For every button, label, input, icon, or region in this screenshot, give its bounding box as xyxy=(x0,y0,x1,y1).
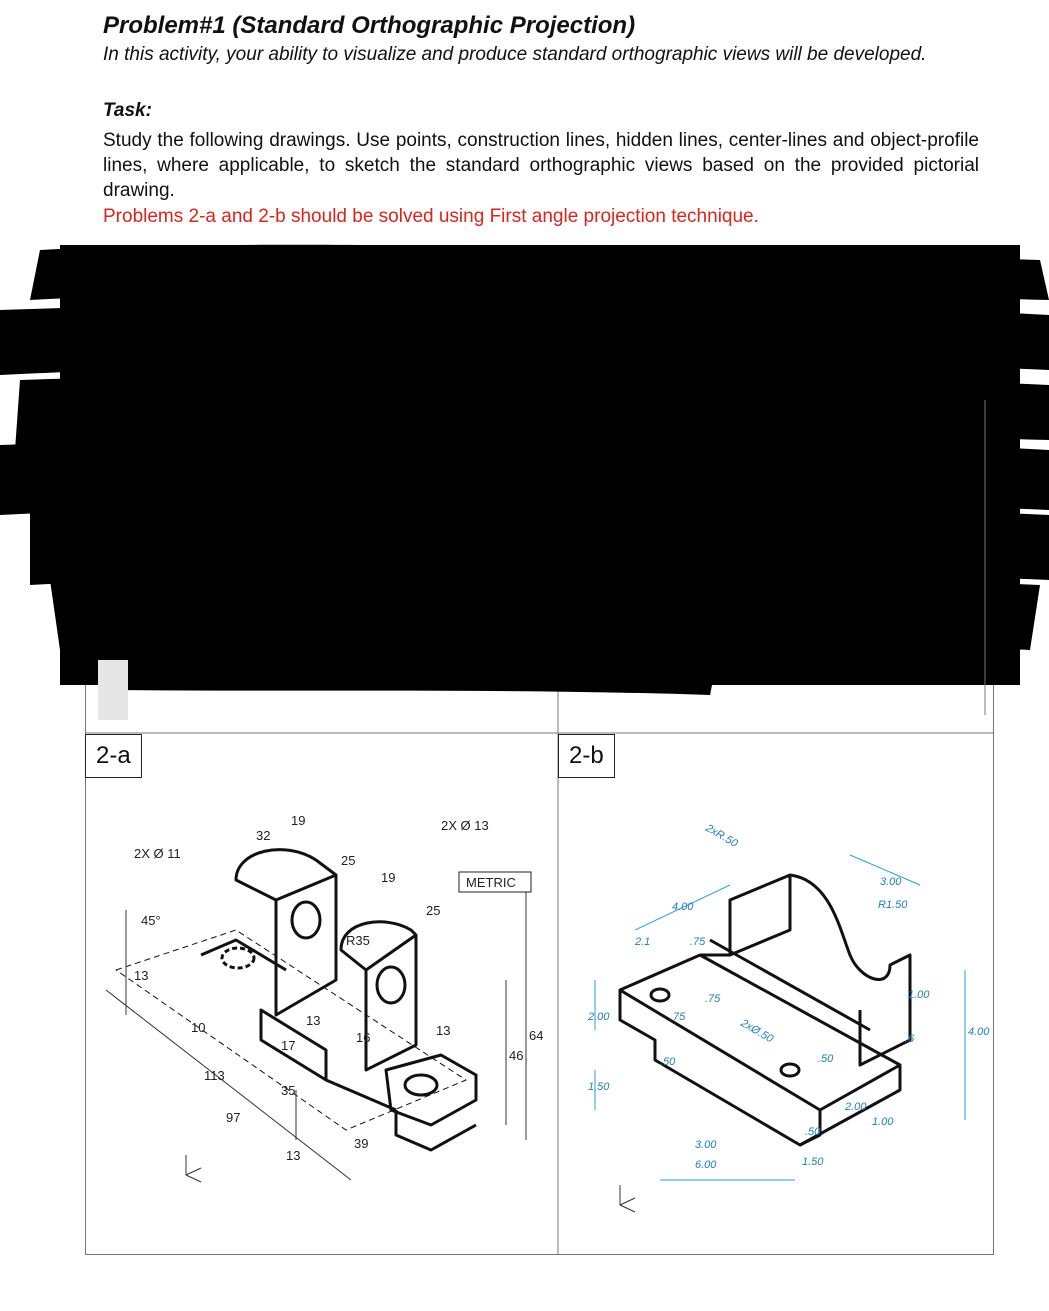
dim-2b-300a: 3.00 xyxy=(880,876,902,888)
dim-2a-13c: 13 xyxy=(436,1023,451,1038)
dim-2a-19b: 19 xyxy=(381,870,396,885)
dim-2a-35: 35 xyxy=(281,1083,296,1098)
dim-2a-25b: 25 xyxy=(426,903,441,918)
dim-2a-17: 17 xyxy=(281,1038,296,1053)
dim-2b-200a: 2.00 xyxy=(588,1011,610,1023)
metric-box xyxy=(459,872,531,892)
dim-2b-100b: 1.00 xyxy=(872,1116,894,1128)
dim-2b-r150: R1.50 xyxy=(878,899,908,911)
dim-2a-10: 10 xyxy=(191,1020,206,1035)
dim-2b-400a: 4.00 xyxy=(672,901,694,913)
drawing-2b xyxy=(560,780,992,1250)
dim-2b-50c: .50 xyxy=(805,1126,821,1138)
axis-icon-2a xyxy=(186,1155,201,1182)
dim-2a-r35: R35 xyxy=(346,933,370,948)
dim-2a-16: 16 xyxy=(356,1030,371,1045)
task-body: Study the following drawings. Use points, construction lines, hidden lines, center-lines and object-profile lines, where applicable, to sketch the standard orthographic views based on the provided pictorial drawing. xyxy=(103,130,979,201)
dim-2a-13a: 13 xyxy=(134,968,149,983)
dim-2b-150a: 1.50 xyxy=(588,1081,610,1093)
dim-2a-13d: 13 xyxy=(286,1148,301,1163)
dim-2b-200b: 2.00 xyxy=(845,1101,867,1113)
redaction-scribble xyxy=(0,240,1049,720)
dim-2b-100a: 1.00 xyxy=(908,989,930,1001)
dim-2a-hole-small: 2X Ø 11 xyxy=(134,846,181,861)
dim-2a-45deg: 45° xyxy=(141,913,161,928)
dim-2b-600: 6.00 xyxy=(695,1159,717,1171)
page-title: Problem#1 (Standard Orthographic Projection) xyxy=(103,12,636,39)
dim-2a-64: 64 xyxy=(529,1028,544,1043)
dim-2b-21: 2.1 xyxy=(635,936,651,948)
page-subtitle: In this activity, your ability to visualize and produce standard orthographic views will be developed. xyxy=(103,44,927,65)
dim-2a-19a: 19 xyxy=(291,813,306,828)
dim-2b-300b: 3.00 xyxy=(695,1139,717,1151)
panel-label-2b: 2-b xyxy=(558,734,615,778)
dim-2b-400b: 4.00 xyxy=(968,1026,990,1038)
svg-text:METRIC: METRIC xyxy=(466,875,516,890)
dim-2b-50b: .50 xyxy=(818,1053,834,1065)
dim-2b-r50: 2xR.50 xyxy=(703,822,740,851)
dim-2a-hole-large: 2X Ø 13 xyxy=(441,818,489,833)
task-heading: Task: xyxy=(103,100,152,121)
task-note: Problems 2-a and 2-b should be solved using First angle projection technique. xyxy=(103,206,759,227)
dim-2b-75a: .75 xyxy=(690,936,706,948)
dim-2a-113: 113 xyxy=(204,1068,225,1083)
dim-2a-13b: 13 xyxy=(306,1013,321,1028)
panel-label-2a: 2-a xyxy=(85,734,142,778)
dim-2b-75c: .75 xyxy=(670,1011,686,1023)
dim-2b-50a: .50 xyxy=(660,1056,676,1068)
dim-2a-46: 46 xyxy=(509,1048,524,1063)
dim-2a-39: 39 xyxy=(354,1136,369,1151)
dim-2a-25a: 25 xyxy=(341,853,356,868)
dim-2a-97: 97 xyxy=(226,1110,241,1125)
dim-2a-32: 32 xyxy=(256,828,271,843)
drawing-2a xyxy=(86,780,556,1250)
axis-icon-2b xyxy=(620,1185,635,1212)
dim-2b-75b: .75 xyxy=(705,993,721,1005)
dim-2b-h50: 2xØ.50 xyxy=(738,1017,776,1046)
dim-2b-150b: 1.50 xyxy=(802,1156,824,1168)
dim-2b-6: .6 xyxy=(905,1033,915,1045)
